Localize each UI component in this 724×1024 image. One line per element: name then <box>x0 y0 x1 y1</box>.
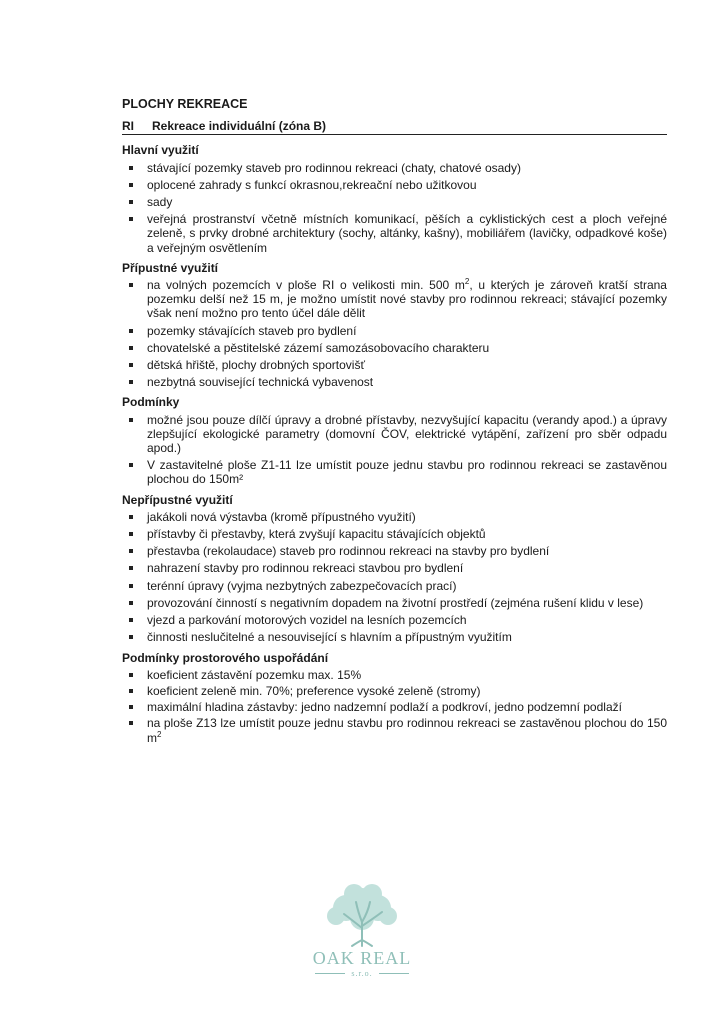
zone-header <box>122 119 667 135</box>
list-item <box>122 716 667 744</box>
section-heading-prostorove: Podmínky prostorového uspořádání <box>122 650 329 665</box>
list-hlavni <box>122 161 667 255</box>
list-item: terénní úpravy (vyjma nezbytných zabezpečovacích prací) <box>122 579 667 593</box>
list-podminky <box>122 413 667 487</box>
superscript: 2 <box>464 277 470 287</box>
logo-subtitle <box>296 969 428 978</box>
list-item: sady <box>122 195 667 209</box>
item-text: na ploše Z13 lze umístit pouze jednu stavbu pro rodinnou rekreaci se zastavěnou plochou do 150 m <box>147 716 667 745</box>
list-nepripustne <box>122 510 667 645</box>
document-content <box>122 97 667 747</box>
item-text: na volných pozemcích v ploše RI o velikosti min. 500 m <box>147 278 465 293</box>
list-item: veřejná prostranství včetně místních komunikací, pěších a cyklistických cest a ploch veřejné zeleně, s prvky drobné architektury (sochy, altánky, kašny), mobiliářem (lavičky, odpadkové koše) a veřejným osvětlením <box>122 212 667 255</box>
list-item: nezbytná související technická vybavenost <box>122 375 667 389</box>
oak-tree-icon <box>322 882 402 948</box>
list-prostorove <box>122 668 667 745</box>
section-heading-podminky: Podmínky <box>122 395 180 410</box>
list-item <box>122 278 667 321</box>
superscript: 2 <box>157 729 162 739</box>
zone-name: Rekreace individuální (zóna B) <box>152 119 327 134</box>
list-item: přístavby či přestavby, která zvyšují kapacitu stávajících objektů <box>122 527 667 541</box>
company-logo <box>296 882 428 982</box>
section-heading-hlavni: Hlavní využití <box>122 143 199 158</box>
list-item: pozemky stávajících staveb pro bydlení <box>122 324 667 338</box>
list-item: V zastavitelné ploše Z1-11 lze umístit pouze jednu stavbu pro rodinnou rekreaci se zastavěnou plochou do 150m² <box>122 458 667 486</box>
item-text: , u kterých je zároveň kratší strana pozemku delší než 15 m, je možno umístit nové stavby pro rodinnou rekreaci; stávající pozemky však není možno pro tento účel dále dělit <box>147 278 667 321</box>
list-item: přestavba (rekolaudace) staveb pro rodinnou rekreaci na stavby pro bydlení <box>122 544 667 558</box>
list-item: činnosti neslučitelné a nesouvisející s hlavním a přípustným využitím <box>122 630 667 644</box>
document-title: PLOCHY REKREACE <box>122 97 248 111</box>
list-item: koeficient zástavění pozemku max. 15% <box>122 668 667 682</box>
section-heading-nepripustne: Nepřípustné využití <box>122 492 233 507</box>
zone-code: RI <box>122 119 134 134</box>
logo-rule-right <box>379 973 409 974</box>
list-item: stávající pozemky staveb pro rodinnou rekreaci (chaty, chatové osady) <box>122 161 667 175</box>
list-item: chovatelské a pěstitelské zázemí samozásobovacího charakteru <box>122 341 667 355</box>
logo-rule-left <box>315 973 345 974</box>
list-item: jakákoli nová výstavba (kromě přípustného využití) <box>122 510 667 524</box>
list-pripustne <box>122 278 667 389</box>
logo-name: OAK REAL <box>312 948 412 968</box>
list-item: možné jsou pouze dílčí úpravy a drobné přístavby, nezvyšující kapacitu (verandy apod.) a úpravy zlepšující ekologické parametry (domovní ČOV, elektrické vytápění, zařízení pro sběr odpadu apod.) <box>122 413 667 456</box>
list-item: dětská hřiště, plochy drobných sportovišť <box>122 358 667 372</box>
list-item: provozování činností s negativním dopadem na životní prostředí (zejména rušení klidu v lese) <box>122 596 667 610</box>
section-heading-pripustne: Přípustné využití <box>122 260 219 275</box>
logo-sub-text: s.r.o. <box>351 969 373 978</box>
list-item: maximální hladina zástavby: jedno nadzemní podlaží a podkroví, jedno podzemní podlaží <box>122 700 667 714</box>
list-item: vjezd a parkování motorových vozidel na lesních pozemcích <box>122 613 667 627</box>
list-item: nahrazení stavby pro rodinnou rekreaci stavbou pro bydlení <box>122 561 667 575</box>
list-item: koeficient zeleně min. 70%; preference vysoké zeleně (stromy) <box>122 684 667 698</box>
list-item: oplocené zahrady s funkcí okrasnou,rekreační nebo užitkovou <box>122 178 667 192</box>
